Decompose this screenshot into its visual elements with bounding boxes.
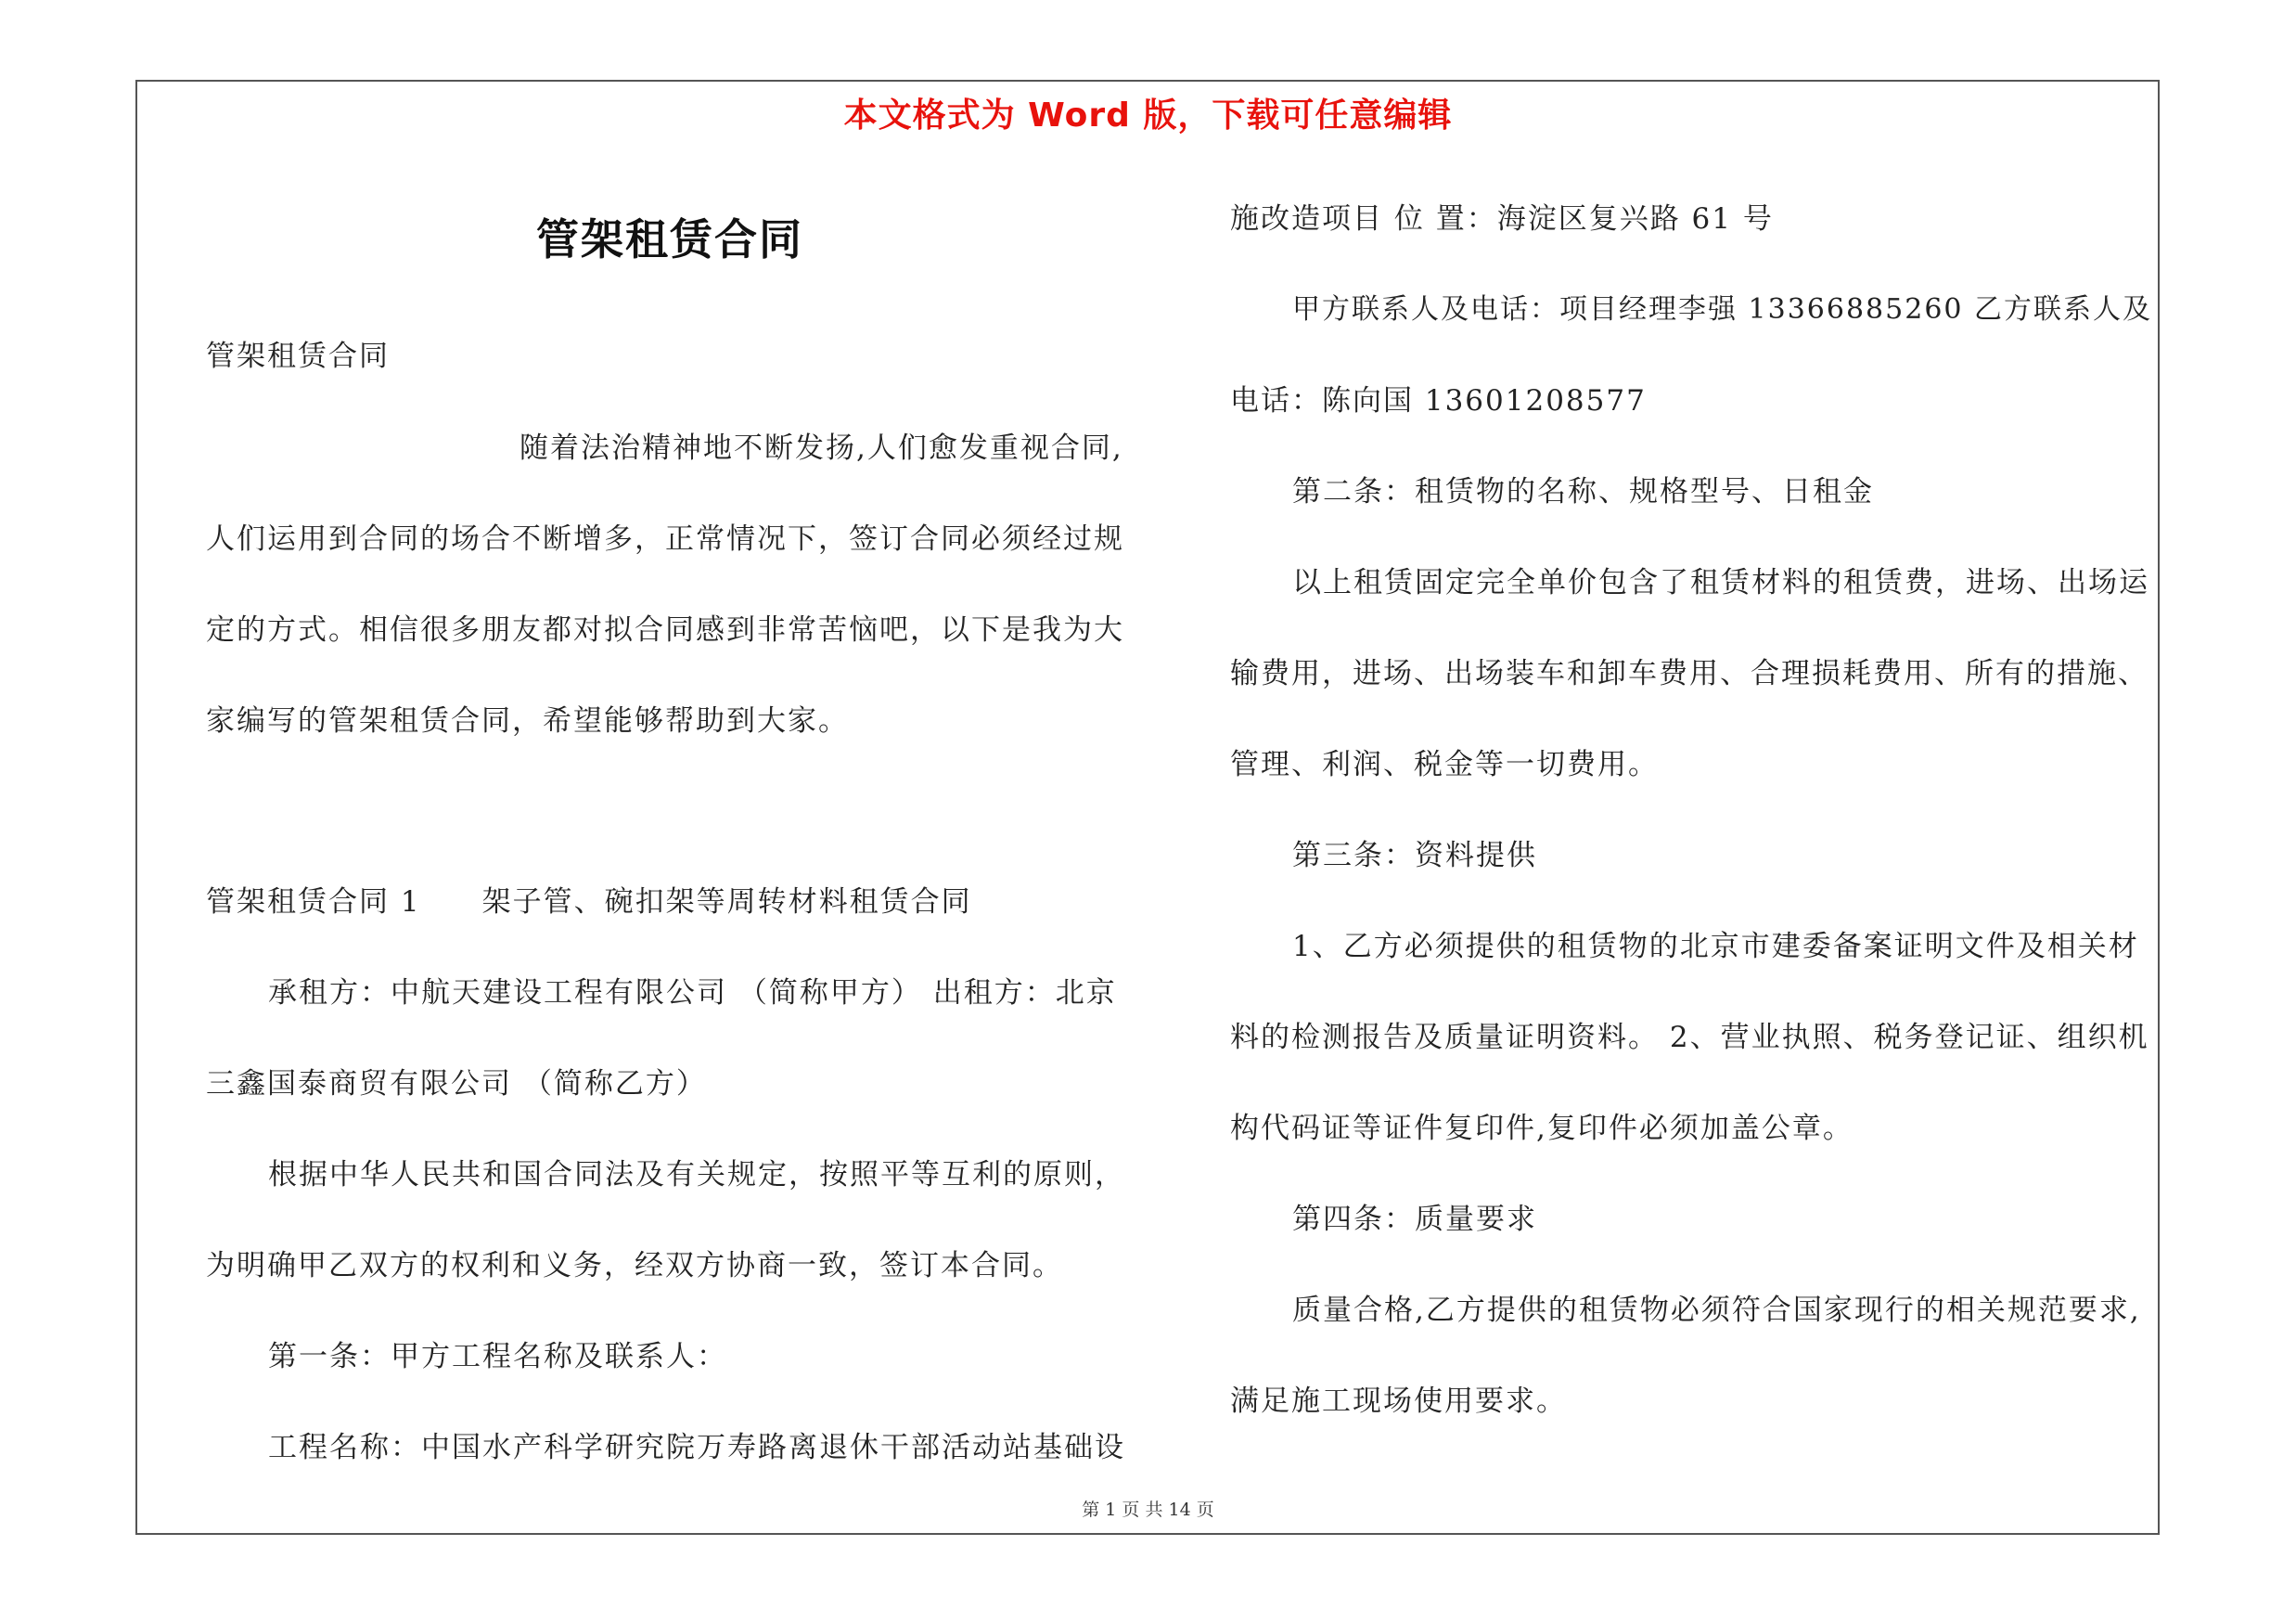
left-line-8: 三鑫国泰商贸有限公司 （简称乙方） bbox=[206, 1067, 707, 1101]
left-line-3: 人们运用到合同的场合不断增多，正常情况下，签订合同必须经过规 bbox=[206, 522, 1124, 556]
right-line-11: 构代码证等证件复印件,复印件必须加盖公章。 bbox=[1230, 1112, 1853, 1145]
left-line-11: 第一条：甲方工程名称及联系人： bbox=[268, 1340, 727, 1373]
right-line-10: 料的检测报告及质量证明资料。 2、营业执照、税务登记证、组织机 bbox=[1230, 1021, 2149, 1054]
left-line-4: 定的方式。相信很多朋友都对拟合同感到非常苦恼吧，以下是我为大 bbox=[206, 613, 1124, 647]
left-line-5: 家编写的管架租赁合同，希望能够帮助到大家。 bbox=[206, 704, 849, 738]
right-line-1: 施改造项目 位 置：海淀区复兴路 61 号 bbox=[1230, 202, 1774, 236]
left-line-7: 承租方：中航天建设工程有限公司 （简称甲方） 出租方：北京 bbox=[268, 976, 1117, 1010]
right-line-12: 第四条：质量要求 bbox=[1292, 1203, 1537, 1236]
right-line-8: 第三条：资料提供 bbox=[1292, 839, 1537, 872]
left-line-9: 根据中华人民共和国合同法及有关规定，按照平等互利的原则， bbox=[268, 1158, 1125, 1191]
document-title: 管架租赁合同 bbox=[536, 214, 803, 264]
right-line-9: 1、乙方必须提供的租赁物的北京市建委备案证明文件及相关材 bbox=[1292, 930, 2139, 963]
left-line-2: 随着法治精神地不断发扬,人们愈发重视合同, bbox=[519, 432, 1123, 465]
right-line-7: 管理、利润、税金等一切费用。 bbox=[1230, 748, 1659, 781]
right-line-5: 以上租赁固定完全单价包含了租赁材料的租赁费，进场、出场运 bbox=[1292, 566, 2149, 599]
right-line-6: 输费用，进场、出场装车和卸车费用、合理损耗费用、所有的措施、 bbox=[1230, 657, 2148, 690]
left-line-12: 工程名称：中国水产科学研究院万寿路离退休干部活动站基础设 bbox=[268, 1431, 1125, 1464]
left-line-10: 为明确甲乙双方的权利和义务，经双方协商一致，签订本合同。 bbox=[206, 1249, 1063, 1282]
right-line-2: 甲方联系人及电话：项目经理李强 13366885260 乙方联系人及 bbox=[1292, 293, 2153, 326]
left-line-6: 管架租赁合同 1 架子管、碗扣架等周转材料租赁合同 bbox=[206, 885, 972, 919]
edit-notice-banner: 本文格式为 Word 版，下载可任意编辑 bbox=[843, 97, 1453, 135]
page-number-footer: 第 1 页 共 14 页 bbox=[1082, 1500, 1214, 1520]
right-line-3: 电话：陈向国 13601208577 bbox=[1230, 384, 1647, 418]
right-line-13: 质量合格,乙方提供的租赁物必须符合国家现行的相关规范要求, bbox=[1292, 1294, 2141, 1327]
left-line-1: 管架租赁合同 bbox=[206, 340, 390, 373]
right-line-4: 第二条：租赁物的名称、规格型号、日租金 bbox=[1292, 475, 1874, 509]
right-line-14: 满足施工现场使用要求。 bbox=[1230, 1385, 1567, 1418]
